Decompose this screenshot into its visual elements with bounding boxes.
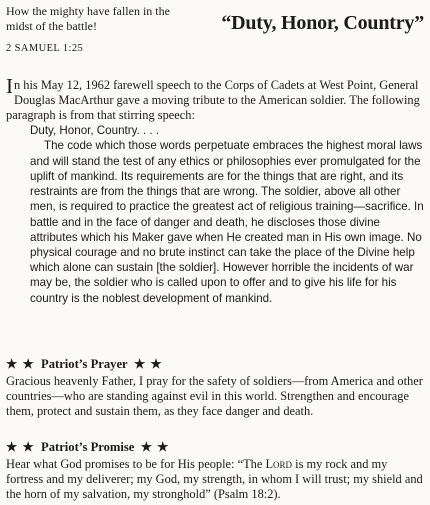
header-verse: How the mighty have fallen in the midst of the battle!: [6, 4, 170, 33]
prayer-heading: [6, 357, 424, 372]
quote-lead: Duty, Honor, Country. . . .: [30, 124, 160, 138]
star-icon: ★ ★: [6, 440, 35, 454]
promise-text: [6, 457, 424, 502]
lord-small-caps: Lord: [265, 457, 293, 472]
verse-reference: 2 SAMUEL 1:25: [6, 43, 84, 54]
article-body: [6, 74, 424, 306]
promise-heading-text: Patriot’s Promise: [41, 440, 135, 454]
promise-section: [6, 440, 424, 502]
promise-heading: [6, 440, 424, 455]
promise-text-end: is my rock and my fortress and my deliverer; my God, my strength, in whom I will trust; my shield and the horn of my salvation, my stronghold” (Psalm 18:2).: [6, 457, 423, 502]
star-icon: ★ ★: [6, 357, 35, 371]
intro-paragraph: [6, 74, 424, 123]
star-icon: ★ ★: [140, 440, 170, 454]
page-title: “Duty, Honor, Country”: [221, 12, 424, 34]
promise-text-start: Hear what God promises to be for His people: “The: [6, 457, 266, 472]
prayer-heading-text: Patriot’s Prayer: [41, 357, 128, 371]
prayer-text: Gracious heavenly Father, I pray for the safety of soldiers—from America and other countries—who are standing against evil in this world. Strengthen and encourage them, protect and sustain them, as they face danger and death.: [6, 374, 423, 419]
prayer-section: [6, 357, 424, 419]
drop-cap: I: [6, 74, 13, 98]
quote-body: The code which those words perpetuate embraces the highest moral laws and will stand the test of any ethics or philosophies ever promulgated for the uplift of mankind. Its requirements are for the things that are right, and its restraints are from the things that are wrong. The soldier, above all other men, is required to practice the greatest act of religious training—sacrifice. In battle and in the face of danger and death, he discloses those divine attributes which his Maker gave when He created man in His own image. No physical courage and no brute instinct can take the place of the Divine help which alone can sustain [the soldier]. However horrible the incidents of war may be, the soldier who is called upon to offer and to give his life for his country is the noblest development of mankind.: [30, 139, 424, 305]
speech-quote: [30, 123, 426, 305]
page-header: [6, 4, 424, 64]
star-icon: ★ ★: [133, 357, 163, 371]
intro-text: n his May 12, 1962 farewell speech to the Corps of Cadets at West Point, General Douglas MacArthur gave a moving tribute to the American soldier. The following paragraph is from that stirring speech:: [6, 78, 420, 123]
